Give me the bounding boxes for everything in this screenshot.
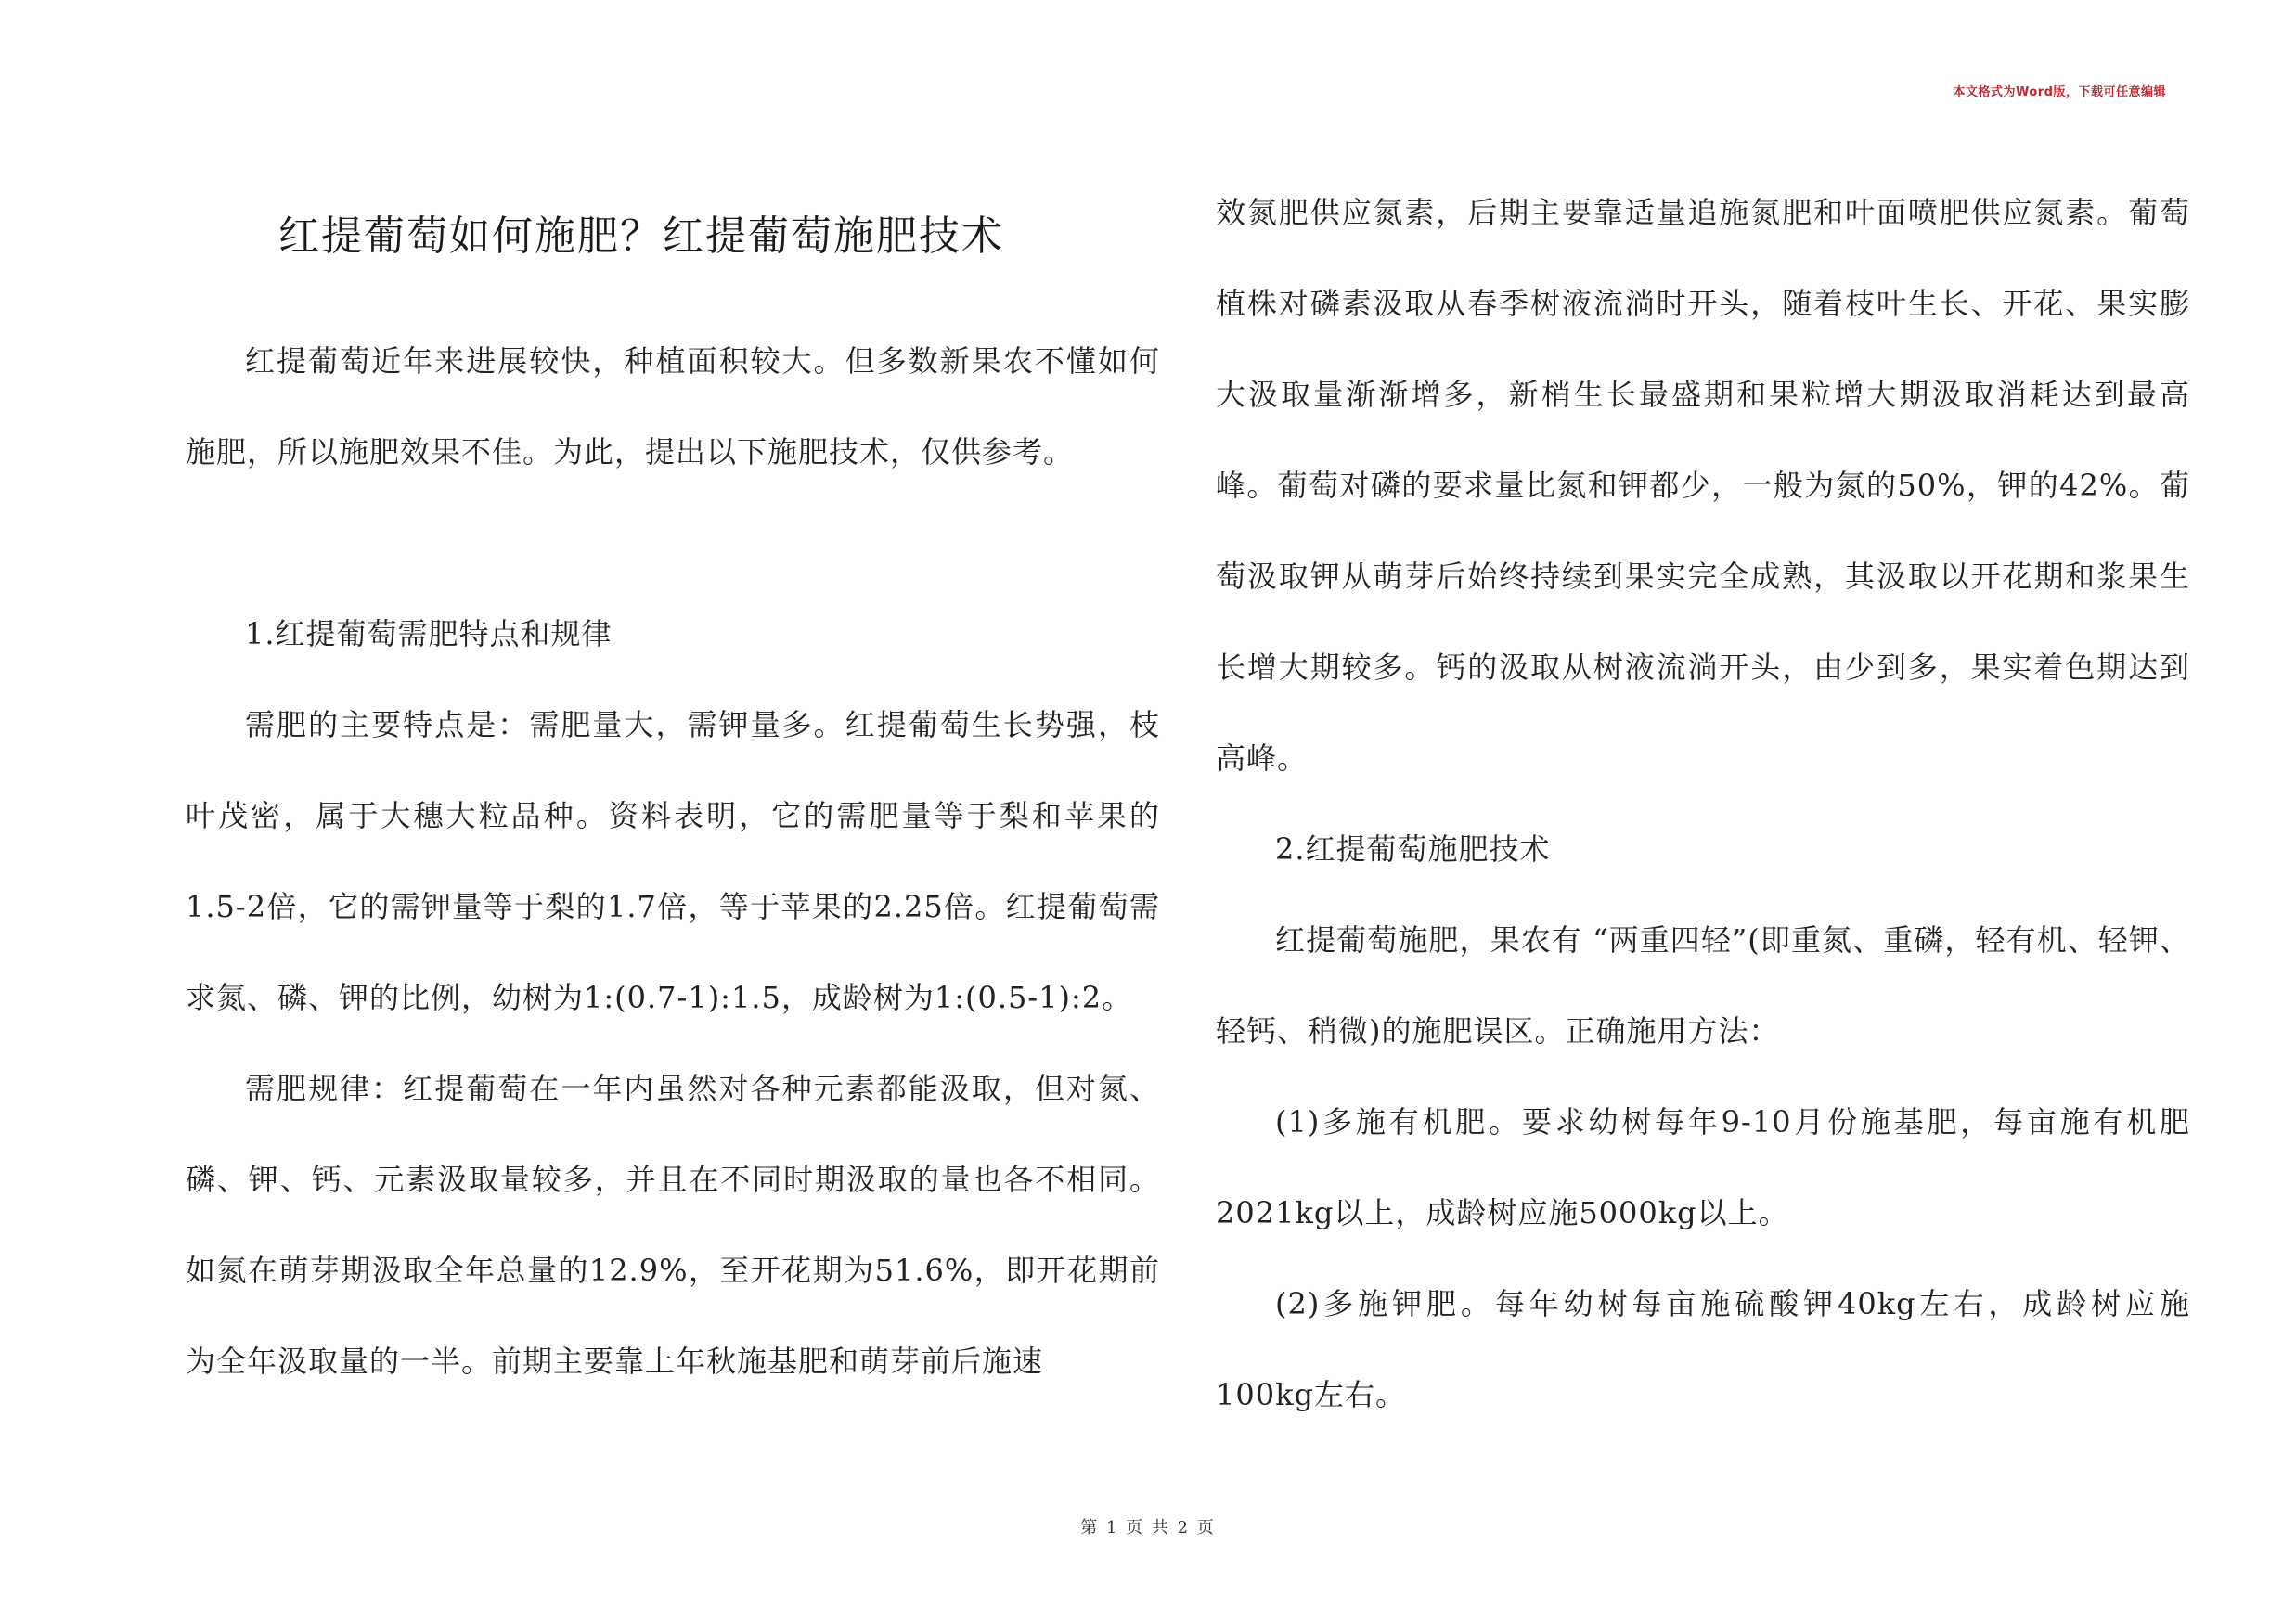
left-column — [186, 178, 1160, 1407]
intro-paragraph: 红提葡萄近年来进展较快，种植面积较大。但多数新果农不懂如何施肥，所以施肥效果不佳。为此，提出以下施肥技术，仅供参考。 — [186, 343, 1160, 470]
section-2-heading: 2.红提葡萄施肥技术 — [1275, 831, 1551, 867]
page-number-footer: 第 1 页 共 2 页 — [1080, 1518, 1216, 1538]
right-column — [1216, 167, 2190, 1440]
potassium-fertilizer-paragraph: (2)多施钾肥。每年幼树每亩施硫酸钾40kg左右，成龄树应施100kg左右。 — [1216, 1286, 2190, 1412]
continued-paragraph: 效氮肥供应氮素，后期主要靠适量追施氮肥和叶面喷肥供应氮素。葡萄植株对磷素汲取从春季树液流淌时开头，随着枝叶生长、开花、果实膨大汲取量渐渐增多，新梢生长最盛期和果粒增大期汲取消耗达到最高峰。葡萄对磷的要求量比氮和钾都少，一般为氮的50%，钾的42%。葡萄汲取钾从萌芽后始终持续到果实完全成熟，其汲取以开花期和浆果生长增大期较多。钙的汲取从树液流淌开头，由少到多，果实着色期达到高峰。 — [1216, 195, 2190, 776]
paragraph-spacer — [186, 497, 1160, 588]
organic-fertilizer-paragraph: (1)多施有机肥。要求幼树每年9-10月份施基肥，每亩施有机肥2021kg以上，成龄树应施5000kg以上。 — [1216, 1104, 2190, 1230]
fertilizer-characteristics-paragraph: 需肥的主要特点是：需肥量大，需钾量多。红提葡萄生长势强，枝叶茂密，属于大穗大粒品种。资料表明，它的需肥量等于梨和苹果的1.5-2倍，它的需钾量等于梨的1.7倍，等于苹果的2.25倍。红提葡萄需求氮、磷、钾的比例，幼树为1:(0.7-1):1.5，成龄树为1:(0.5-1):2。 — [186, 707, 1160, 1015]
fertilizer-mistakes-paragraph: 红提葡萄施肥，果农有 “两重四轻”(即重氮、重磷，轻有机、轻钾、轻钙、稍微)的施肥误区。正确施用方法： — [1216, 922, 2190, 1049]
document-title: 红提葡萄如何施肥？红提葡萄施肥技术 — [278, 212, 1004, 260]
section-1-heading: 1.红提葡萄需肥特点和规律 — [245, 616, 613, 651]
fertilizer-pattern-paragraph: 需肥规律：红提葡萄在一年内虽然对各种元素都能汲取，但对氮、磷、钾、钙、元素汲取量较多，并且在不同时期汲取的量也各不相同。如氮在萌芽期汲取全年总量的12.9%，至开花期为51.6%，即开花期前为全年汲取量的一半。前期主要靠上年秋施基肥和萌芽前后施速 — [186, 1071, 1160, 1379]
format-note: 本文格式为Word版，下载可任意编辑 — [1953, 85, 2166, 99]
